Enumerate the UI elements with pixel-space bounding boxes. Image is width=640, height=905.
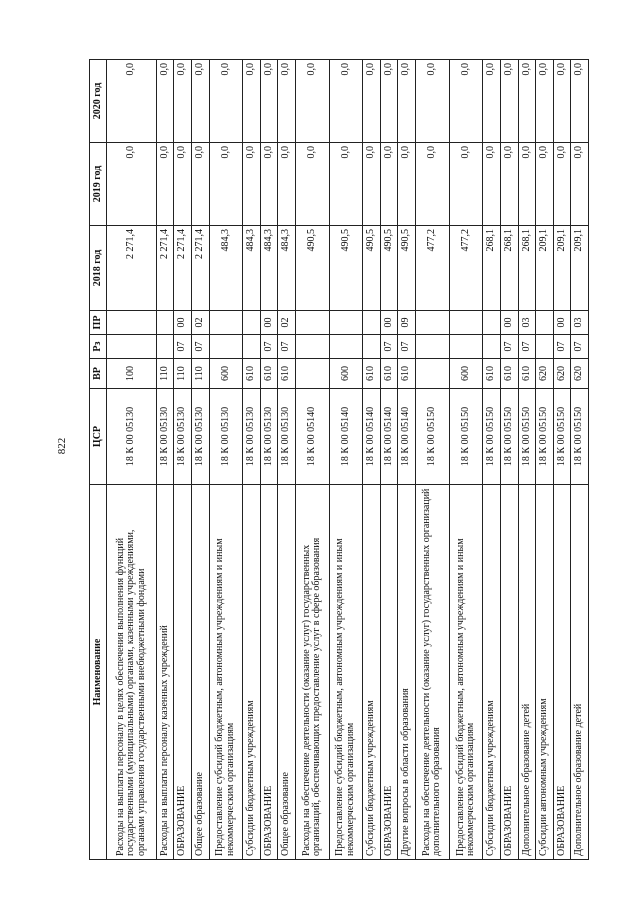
cell-vr: 610 (518, 359, 536, 389)
cell-rz: 07 (380, 335, 398, 359)
cell-pr: 03 (571, 311, 589, 335)
cell-name: ОБРАЗОВАНИЕ (260, 485, 278, 860)
cell-2018: 490,5 (380, 226, 398, 311)
cell-vr: 100 (107, 359, 157, 389)
cell-name: Расходы на обеспечение деятельности (оказание услуг) государственных организаций дополнительного образования (416, 485, 450, 860)
cell-2020: 0,0 (191, 60, 209, 143)
cell-pr (156, 311, 174, 335)
cell-2019: 0,0 (295, 143, 329, 226)
cell-2018: 268,1 (483, 226, 501, 311)
table-row (191, 60, 209, 860)
cell-2019: 0,0 (260, 143, 278, 226)
cell-2018: 490,5 (329, 226, 363, 311)
table-row (329, 60, 363, 860)
table-row (209, 60, 243, 860)
cell-csr: 18 К 00 05130 (260, 389, 278, 485)
cell-rz (156, 335, 174, 359)
cell-2018: 477,2 (449, 226, 483, 311)
cell-vr: 110 (174, 359, 192, 389)
header-name: Наименование (90, 485, 107, 860)
cell-name: Субсидии бюджетным учреждениям (363, 485, 381, 860)
header-row (90, 60, 107, 860)
cell-rz (416, 335, 450, 359)
cell-2018: 484,3 (278, 226, 296, 311)
cell-name: ОБРАЗОВАНИЕ (380, 485, 398, 860)
cell-2020: 0,0 (536, 60, 554, 143)
cell-csr: 18 К 00 05130 (278, 389, 296, 485)
cell-csr: 18 К 00 05150 (500, 389, 518, 485)
cell-2019: 0,0 (363, 143, 381, 226)
cell-pr (363, 311, 381, 335)
header-vr: ВР (90, 359, 107, 389)
cell-rz: 07 (278, 335, 296, 359)
cell-vr: 110 (156, 359, 174, 389)
cell-pr: 00 (553, 311, 571, 335)
cell-2020: 0,0 (329, 60, 363, 143)
cell-vr: 620 (571, 359, 589, 389)
cell-name: ОБРАЗОВАНИЕ (553, 485, 571, 860)
cell-vr: 600 (449, 359, 483, 389)
header-rz: Рз (90, 335, 107, 359)
cell-2018: 484,3 (260, 226, 278, 311)
cell-csr: 18 К 00 05130 (243, 389, 261, 485)
table-row (363, 60, 381, 860)
cell-vr: 610 (278, 359, 296, 389)
header-2018: 2018 год (90, 226, 107, 311)
header-2020: 2020 год (90, 60, 107, 143)
cell-pr: 09 (398, 311, 416, 335)
cell-2019: 0,0 (174, 143, 192, 226)
cell-2020: 0,0 (380, 60, 398, 143)
cell-2020: 0,0 (156, 60, 174, 143)
cell-2018: 209,1 (571, 226, 589, 311)
cell-2019: 0,0 (107, 143, 157, 226)
table-row (571, 60, 589, 860)
cell-vr: 610 (243, 359, 261, 389)
table-row (518, 60, 536, 860)
cell-2018: 209,1 (536, 226, 554, 311)
table-row (156, 60, 174, 860)
table-row (553, 60, 571, 860)
cell-pr (243, 311, 261, 335)
cell-2020: 0,0 (278, 60, 296, 143)
cell-rz (449, 335, 483, 359)
cell-2020: 0,0 (260, 60, 278, 143)
cell-2020: 0,0 (209, 60, 243, 143)
cell-2018: 477,2 (416, 226, 450, 311)
cell-2018: 2 271,4 (156, 226, 174, 311)
cell-2020: 0,0 (363, 60, 381, 143)
cell-vr: 110 (191, 359, 209, 389)
cell-rz: 07 (260, 335, 278, 359)
table-row (174, 60, 192, 860)
cell-vr: 600 (329, 359, 363, 389)
cell-2020: 0,0 (449, 60, 483, 143)
cell-pr: 03 (518, 311, 536, 335)
budget-table (89, 59, 589, 860)
cell-2020: 0,0 (107, 60, 157, 143)
table-row (260, 60, 278, 860)
cell-2018: 2 271,4 (174, 226, 192, 311)
table-row (398, 60, 416, 860)
cell-name: Расходы на выплаты персоналу в целях обеспечения выполнения функций государственными (муниципальными) органами, казенными учреждениями, органами управления государственными внебюджетными фондами (107, 485, 157, 860)
table-row (536, 60, 554, 860)
cell-rz (363, 335, 381, 359)
cell-vr (416, 359, 450, 389)
cell-2020: 0,0 (416, 60, 450, 143)
cell-csr: 18 К 00 05130 (191, 389, 209, 485)
cell-rz (243, 335, 261, 359)
table-row (500, 60, 518, 860)
cell-name: Дополнительное образование детей (518, 485, 536, 860)
cell-2020: 0,0 (295, 60, 329, 143)
header-2019: 2019 год (90, 143, 107, 226)
cell-name: Расходы на выплаты персоналу казенных учреждений (156, 485, 174, 860)
cell-2018: 2 271,4 (191, 226, 209, 311)
table-row (278, 60, 296, 860)
cell-name: ОБРАЗОВАНИЕ (174, 485, 192, 860)
cell-pr: 00 (380, 311, 398, 335)
cell-2018: 490,5 (363, 226, 381, 311)
cell-pr (416, 311, 450, 335)
table-row (380, 60, 398, 860)
cell-vr: 600 (209, 359, 243, 389)
cell-2018: 268,1 (500, 226, 518, 311)
table-row (416, 60, 450, 860)
cell-vr (295, 359, 329, 389)
cell-2020: 0,0 (483, 60, 501, 143)
cell-2018: 490,5 (295, 226, 329, 311)
cell-csr: 18 К 00 05150 (416, 389, 450, 485)
cell-pr: 00 (174, 311, 192, 335)
cell-csr: 18 К 00 05140 (295, 389, 329, 485)
cell-rz: 07 (191, 335, 209, 359)
cell-2018: 484,3 (209, 226, 243, 311)
cell-rz (536, 335, 554, 359)
cell-name: Другие вопросы в области образования (398, 485, 416, 860)
cell-2020: 0,0 (553, 60, 571, 143)
cell-2019: 0,0 (416, 143, 450, 226)
cell-rz: 07 (500, 335, 518, 359)
cell-pr (107, 311, 157, 335)
cell-2019: 0,0 (571, 143, 589, 226)
cell-2019: 0,0 (243, 143, 261, 226)
cell-pr (449, 311, 483, 335)
cell-vr: 610 (483, 359, 501, 389)
cell-2018: 484,3 (243, 226, 261, 311)
cell-pr (209, 311, 243, 335)
cell-2018: 490,5 (398, 226, 416, 311)
budget-table-container (89, 60, 589, 860)
cell-csr: 18 К 00 05140 (329, 389, 363, 485)
cell-2020: 0,0 (398, 60, 416, 143)
cell-vr: 610 (398, 359, 416, 389)
cell-csr: 18 К 00 05140 (380, 389, 398, 485)
cell-pr: 00 (260, 311, 278, 335)
cell-pr (483, 311, 501, 335)
cell-csr: 18 К 00 05140 (398, 389, 416, 485)
table-body (107, 60, 589, 860)
cell-rz: 07 (174, 335, 192, 359)
cell-2020: 0,0 (500, 60, 518, 143)
cell-rz (483, 335, 501, 359)
cell-vr: 610 (260, 359, 278, 389)
cell-rz (329, 335, 363, 359)
table-row (295, 60, 329, 860)
cell-csr: 18 К 00 05150 (571, 389, 589, 485)
cell-rz: 07 (553, 335, 571, 359)
cell-2019: 0,0 (449, 143, 483, 226)
cell-csr: 18 К 00 05130 (107, 389, 157, 485)
cell-vr: 620 (553, 359, 571, 389)
cell-csr: 18 К 00 05150 (449, 389, 483, 485)
cell-vr: 610 (500, 359, 518, 389)
table-row (449, 60, 483, 860)
cell-2019: 0,0 (278, 143, 296, 226)
cell-2019: 0,0 (380, 143, 398, 226)
cell-2019: 0,0 (483, 143, 501, 226)
cell-pr: 02 (278, 311, 296, 335)
cell-2019: 0,0 (500, 143, 518, 226)
header-csr: ЦСР (90, 389, 107, 485)
cell-csr: 18 К 00 05130 (209, 389, 243, 485)
cell-vr: 610 (380, 359, 398, 389)
cell-rz (295, 335, 329, 359)
cell-2019: 0,0 (209, 143, 243, 226)
cell-rz (107, 335, 157, 359)
cell-rz (209, 335, 243, 359)
cell-2019: 0,0 (329, 143, 363, 226)
cell-2018: 209,1 (553, 226, 571, 311)
cell-name: Субсидии бюджетным учреждениям (243, 485, 261, 860)
cell-2018: 268,1 (518, 226, 536, 311)
cell-name: Предоставление субсидий бюджетным, автономным учреждениям и иным некоммерческим организациям (209, 485, 243, 860)
table-header (90, 60, 107, 860)
cell-csr: 18 К 00 05130 (174, 389, 192, 485)
cell-name: Расходы на обеспечение деятельности (оказание услуг) государственных организаций, обеспечивающих предоставление услуг в сфере образования (295, 485, 329, 860)
cell-name: Субсидии бюджетным учреждениям (483, 485, 501, 860)
cell-2019: 0,0 (553, 143, 571, 226)
cell-2020: 0,0 (518, 60, 536, 143)
cell-name: Субсидии автономным учреждениям (536, 485, 554, 860)
header-pr: ПР (90, 311, 107, 335)
cell-name: Общее образование (278, 485, 296, 860)
page-number: 822 (56, 437, 68, 455)
cell-pr: 00 (500, 311, 518, 335)
cell-2019: 0,0 (156, 143, 174, 226)
cell-csr: 18 К 00 05150 (518, 389, 536, 485)
cell-csr: 18 К 00 05140 (363, 389, 381, 485)
cell-2020: 0,0 (571, 60, 589, 143)
cell-csr: 18 К 00 05150 (483, 389, 501, 485)
cell-2019: 0,0 (536, 143, 554, 226)
cell-rz: 07 (571, 335, 589, 359)
table-row (107, 60, 157, 860)
cell-csr: 18 К 00 05150 (536, 389, 554, 485)
cell-2020: 0,0 (174, 60, 192, 143)
cell-csr: 18 К 00 05130 (156, 389, 174, 485)
cell-rz: 07 (518, 335, 536, 359)
cell-name: Предоставление субсидий бюджетным, автономным учреждениям и иным некоммерческим организациям (449, 485, 483, 860)
cell-2020: 0,0 (243, 60, 261, 143)
cell-pr (329, 311, 363, 335)
cell-2018: 2 271,4 (107, 226, 157, 311)
cell-name: Предоставление субсидий бюджетным, автономным учреждениям и иным некоммерческим организациям (329, 485, 363, 860)
cell-name: Дополнительное образование детей (571, 485, 589, 860)
cell-pr: 02 (191, 311, 209, 335)
table-row (243, 60, 261, 860)
cell-pr (536, 311, 554, 335)
cell-vr: 620 (536, 359, 554, 389)
cell-name: ОБРАЗОВАНИЕ (500, 485, 518, 860)
cell-csr: 18 К 00 05150 (553, 389, 571, 485)
cell-name: Общее образование (191, 485, 209, 860)
cell-2019: 0,0 (398, 143, 416, 226)
cell-2019: 0,0 (191, 143, 209, 226)
cell-pr (295, 311, 329, 335)
cell-2019: 0,0 (518, 143, 536, 226)
table-row (483, 60, 501, 860)
cell-vr: 610 (363, 359, 381, 389)
cell-rz: 07 (398, 335, 416, 359)
